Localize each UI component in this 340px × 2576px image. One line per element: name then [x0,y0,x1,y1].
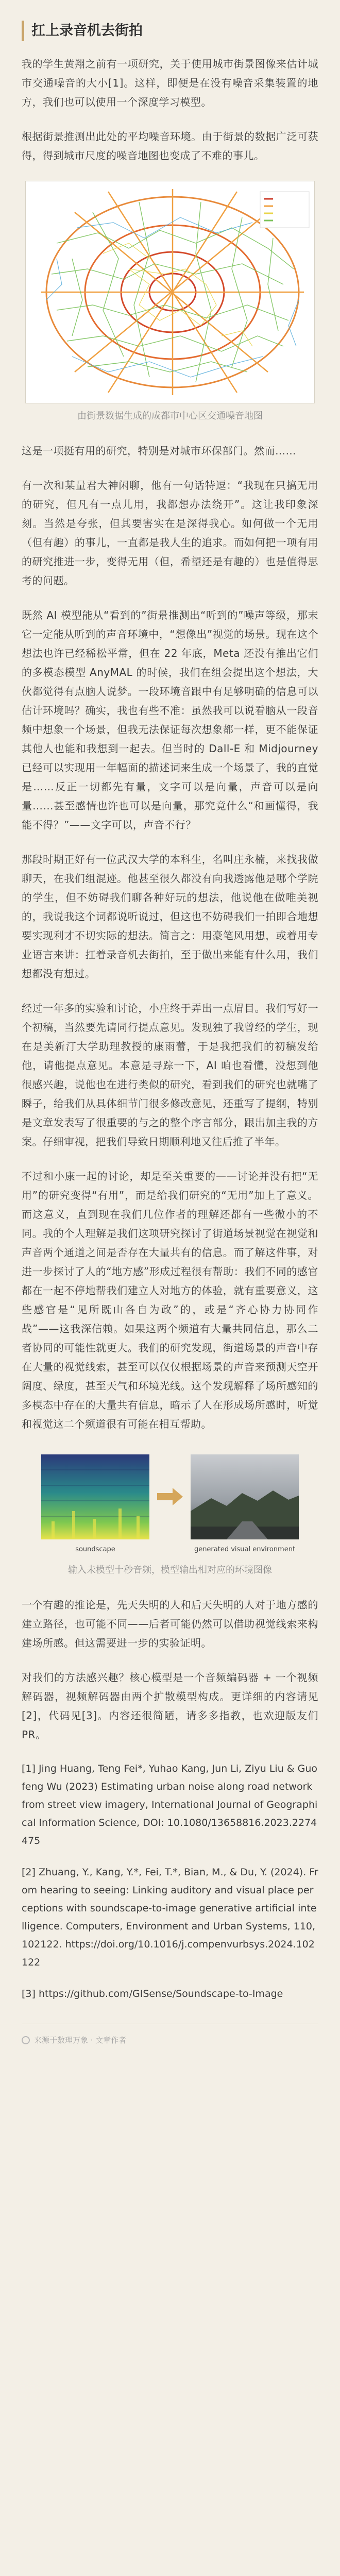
footer [22,2035,318,2045]
noise-map-graphic [26,181,314,403]
article-title: 扛上录音机去街拍 [22,21,318,41]
reference-3[interactable]: [3] https://github.com/GISense/Soundscape-to-Image [22,1988,283,1999]
paragraph-4: 有一次和某量君大神闲聊，他有一句话特逗：“我现在只搞无用的研究，但凡有一点儿用，我都想办法绕开”。这让我印象深刻。当然是夸张，但其要害实在是深得我心。如何做一个无用（但有趣）的事儿，一直都是我人生的追求。而如何把一项有用的研究推进一步，变得无用（但，希望还是有趣的）也是值得思考的问题。 [22,479,318,587]
paragraph-8: 不过和小康一起的讨论，却是至关重要的——讨论并没有把“无用”的研究变得“有用”，而是给我们研究的“无用”加上了意义。而这意义，直到现在我们几位作者的理解还都有一些微小的不同。我的个人理解是我们这项研究探讨了街道场景视觉在视觉和声音两个通道之间是否存在大量共有的信息。而了解这件事，对进一步探讨了人的“地方感”形成过程很有帮助：我们不同的感官都在一起不停地帮我们建立人对地方的体验，就有重要意义，这些感官是“见所既山各自为政”的，或是“齐心协力协同作战”——这我深信赖。如果这两个频道有大量共同信息，那么二者协同的可能性就更大。我们的研究发现，街道场景的声音中存在大量的视觉线索，甚至可以仅仅根据场景的声音来预测天空开阔度、绿度，甚至天气和环境光线。这个发现解释了场所感知的多模态中存在的大量共有信息，暗示了人在形成场所感时，听觉和视觉这二个频道很有可能在相互帮助。 [22,1170,318,1430]
noise-map-figure [22,181,318,424]
paragraph-2: 根据街景推测出此处的平均噪音环境。由于街景的数据广泛可获得，得到城市尺度的噪音地图也变成了不难的事儿。 [22,130,318,162]
soundscape-figure [22,1449,318,1578]
paragraph-9: 一个有趣的推论是，先天失明的人和后天失明的人对于地方感的建立路径，也可能不同——后者可能仍然可以借助视觉线索来构建场所感。但这需要进一步的实验证明。 [22,1599,318,1649]
noise-map-image [25,181,315,403]
paragraph-6: 那段时期正好有一位武汉大学的本科生，名叫庄永楠，来找我做聊天，在我们组混迹。他甚至很久都没有向我透露他是哪个学院的学生，但不妨碍我们聊各种好玩的想法，他说他在做唯美视的，我说我这个词都说听说过，但这也不妨碍我们一拍即合地想要实现利才不切实际的想法。简言之：用豪笔风用想，或着用专业语言来讲：扛着录音机去街拍，至于做出来能有什么用，我们想都没有想过。 [22,853,318,980]
paragraph-1: 我的学生黄翔之前有一项研究，关于使用城市街景图像来估计城市交通噪音的大小[1]。这样，即便是在没有噪音采集装置的地方，我们也可以使用一个深度学习模型。 [22,58,318,108]
soundscape-graphic [31,1449,309,1557]
paragraph-7: 经过一年多的实验和讨论，小庄终于弄出一点眉目。我们写好一个初稿，当然要先请同行提点意见。发现独了我曾经的学生，现在是美新汀大学助理教授的康雨蕾，于是我把我们的初稿发给他，请他提点意见。本意是寻踪一下，AI 咱也看懂，没想到他很感兴趣，说他也在进行类似的研究，看到我们的研究也就嘴了瞬子，给我们从具体细节门很多修改意见，还重写了提纲，特别是文章发表写了很重要的与之的整个序言部分，跟出加主我的方案。仔细审视，把我们导致日期顺利地又往后推了半年。 [22,1002,318,1148]
soundscape-caption: 输入未模型十秒音频，模型输出相对应的环境图像 [68,1565,272,1575]
reference-1: [1] Jing Huang, Teng Fei*, Yuhao Kang, Jun Li, Ziyu Liu & Guofeng Wu (2023) Estimating urban noise along road network from street view imagery, International Journal of Geographical Information Science, DOI: 10.1080/13658816.2023.2274475 [22,1763,318,1846]
soundscape-diagram [31,1449,309,1557]
fig2-left-label: soundscape [75,1546,115,1553]
footer-text: 来源于数理万象 · 文章作者 [34,2036,127,2045]
paragraph-3: 这是一项挺有用的研究，特别是对城市环保部门。然而…… [22,445,296,457]
fig2-right-label: generated visual environment [194,1546,296,1553]
paragraph-10: 对我们的方法感兴趣？核心模型是一个音频编码器 + 一个视频解码器，视频解码器由两个扩散模型构成。更详细的内容请见 [2]，代码见[3]。内容还很简陋，请多多指教，也欢迎版友们PR。 [22,1671,318,1741]
noise-map-caption: 由街景数据生成的成都市中心区交通噪音地图 [77,411,263,421]
reference-2: [2] Zhuang, Y., Kang, Y.*, Fei, T.*, Bian, M., & Du, Y. (2024). From hearing to seeing: Linking auditory and visual place perceptions with soundscape-to-image generative artificial intelligence. Computers, Environment and Urban Systems, 110, 102122. https://doi.org/10.1016/j.compenvurbsys.2024.102122 [22,1867,318,1968]
source-logo-icon [22,2036,30,2044]
paragraph-5: 既然 AI 模型能从“看到的”街景推测出“听到的”噪声等级，那末它一定能从听到的声音环境中，“想像出”视觉的场景。现在这个想法也许已经稀松平常，但在 22 年底，Meta 还没有推出它们的多模态模型 AnyMAL 的时候，我们在组会提出这个想法，大伙都觉得有点脑人说梦。一段环境音跟中有足够明确的信息可以估计环境吗？确实，我也有些不准：虽然我可以说看脑从一段音频中想象一个场景，但我无法保证每次想象都一样，更不能保证其他人也能和我想到一起去。但当时的 Dall-E 和 Midjourney 已经可以实现用一年幅面的描述词来生成一个场景了，我的直觉是……反正一切都先有量，文字可以是向量，声音可以是向量……甚至感情也许也可以是向量，那究竟什么“和画懂得，我能不得？”——文字可以，声音不行？ [22,609,318,831]
